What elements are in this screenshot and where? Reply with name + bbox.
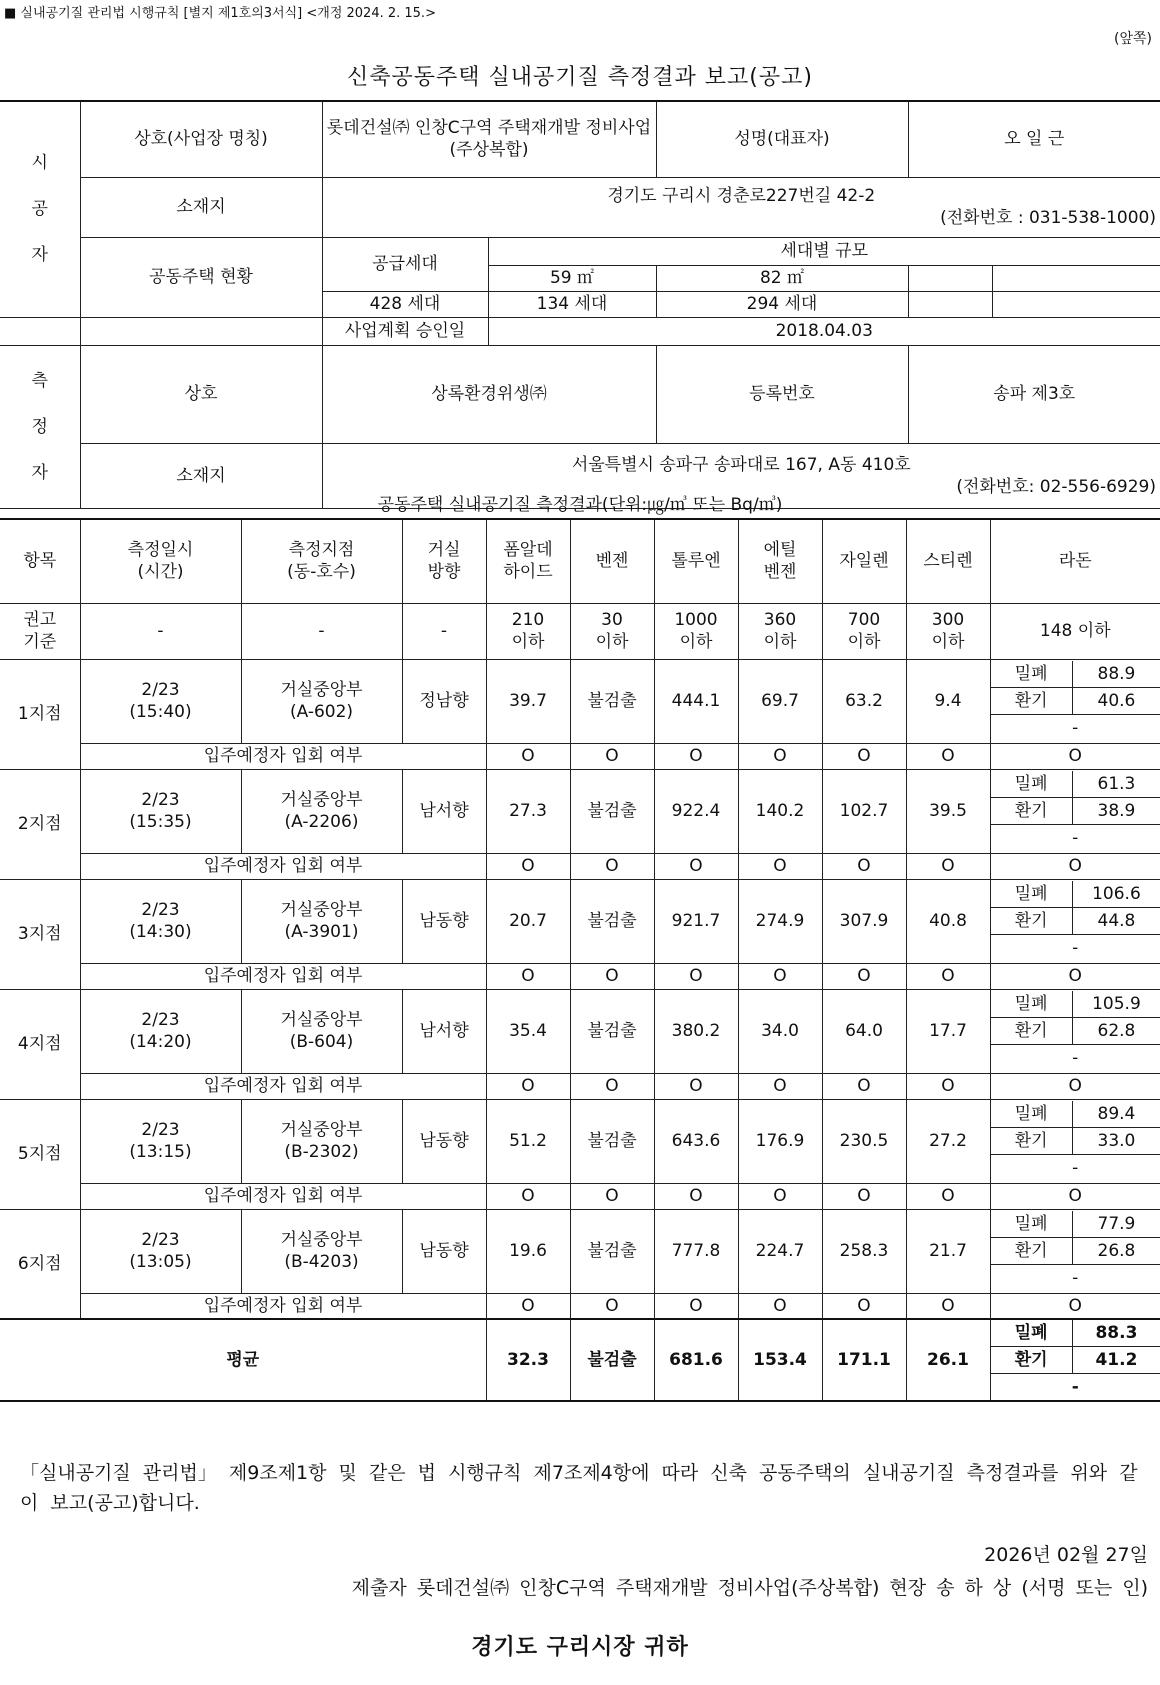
point-styrene: 39.5: [906, 769, 990, 853]
form-reference: ■ 실내공기질 관리법 시행규칙 [별지 제1호의3서식] <개정 2024. 2. 15.>: [4, 6, 436, 21]
addressee: 경기도 구리시장 귀하: [471, 1635, 689, 1660]
submitter-line: 제출자 롯데건설㈜ 인창C구역 주택재개발 정비사업(주상복합) 현장 송 하 상 (서명 또는 인): [351, 1577, 1148, 1599]
attendance-mark: O: [990, 1183, 1160, 1209]
radon-sealed-label: 밀폐: [991, 881, 1073, 908]
attendance-mark: O: [906, 1183, 990, 1209]
point-ethylbenzene: 274.9: [738, 879, 822, 963]
attendance-mark: O: [738, 853, 822, 879]
attendance-label: 입주예정자 입회 여부: [80, 963, 486, 989]
average-label: 평균: [0, 1319, 486, 1401]
point-benzene: 불검출: [570, 769, 654, 853]
attendance-mark: O: [654, 853, 738, 879]
point-label: 1지점: [0, 659, 80, 769]
point-xylene: 64.0: [822, 989, 906, 1073]
point-radon: [990, 1209, 1160, 1293]
attendance-mark: O: [738, 743, 822, 769]
point-ethylbenzene: 34.0: [738, 989, 822, 1073]
radon-sealed-value: 88.3: [1072, 1320, 1160, 1347]
table-row: [0, 879, 1160, 963]
supply-total: 428 세대: [322, 291, 488, 317]
report-date: 2026년 02월 27일: [984, 1544, 1148, 1566]
radon-sealed-label: 밀폐: [991, 991, 1073, 1018]
radon-vent-value: 62.8: [1072, 1018, 1160, 1045]
col-location: 측정지점 (동-호수): [241, 519, 402, 603]
attendance-mark: O: [990, 853, 1160, 879]
size-empty-1: [908, 265, 992, 291]
radon-extra: -: [1072, 1047, 1079, 1068]
address-label: 소재지: [80, 177, 322, 237]
point-ethylbenzene: 69.7: [738, 659, 822, 743]
attendance-label: 입주예정자 입회 여부: [80, 1183, 486, 1209]
point-styrene: 27.2: [906, 1099, 990, 1183]
count-59: 134 세대: [488, 291, 656, 317]
point-radon: [990, 769, 1160, 853]
attendance-mark: O: [990, 743, 1160, 769]
col-item: 항목: [0, 519, 80, 603]
attendance-mark: O: [486, 1183, 570, 1209]
point-radon: [990, 1099, 1160, 1183]
point-direction: 남동향: [402, 879, 486, 963]
point-styrene: 21.7: [906, 1209, 990, 1293]
attendance-mark: O: [570, 1293, 654, 1319]
radon-extra: -: [1072, 827, 1079, 848]
radon-vent-value: 38.9: [1072, 798, 1160, 825]
radon-sealed-value: 88.9: [1072, 661, 1160, 688]
attendance-mark: O: [906, 963, 990, 989]
count-82: 294 세대: [656, 291, 908, 317]
attendance-mark: O: [570, 743, 654, 769]
average-toluene: 681.6: [654, 1319, 738, 1401]
point-radon: [990, 989, 1160, 1073]
point-xylene: 102.7: [822, 769, 906, 853]
attendance-mark: O: [738, 1293, 822, 1319]
col-datetime: 측정일시 (시간): [80, 519, 241, 603]
average-formaldehyde: 32.3: [486, 1319, 570, 1401]
attendance-mark: O: [990, 1293, 1160, 1319]
document-title: 신축공동주택 실내공기질 측정결과 보고(공고): [347, 65, 813, 90]
measurer-section-label: 측 정 자: [0, 345, 80, 508]
reg-label: 등록번호: [656, 345, 908, 444]
point-xylene: 258.3: [822, 1209, 906, 1293]
point-formaldehyde: 51.2: [486, 1099, 570, 1183]
attendance-mark: O: [486, 743, 570, 769]
point-formaldehyde: 35.4: [486, 989, 570, 1073]
point-label: 6지점: [0, 1209, 80, 1319]
count-empty-1: [908, 291, 992, 317]
average-xylene: 171.1: [822, 1319, 906, 1401]
radon-vent-label: 환기: [991, 798, 1073, 825]
attendance-mark: O: [738, 1073, 822, 1099]
col-ethylbenzene: 에틸 벤젠: [738, 519, 822, 603]
standard-ethylbenzene: 360 이하: [738, 603, 822, 659]
rep-name: 오 일 근: [908, 101, 1160, 177]
standard-direction: -: [402, 603, 486, 659]
radon-vent-value: 33.0: [1072, 1128, 1160, 1155]
table-row: [0, 659, 1160, 743]
constructor-phone: (전화번호 : 031-538-1000): [940, 208, 1157, 228]
point-location: 거실중앙부 (A-2206): [241, 769, 402, 853]
measurer-address: 서울특별시 송파구 송파대로 167, A동 410호 (전화번호: 02-556-6929): [322, 444, 1160, 508]
standard-label: 권고 기준: [0, 603, 80, 659]
attendance-row: [0, 963, 1160, 989]
point-direction: 남서향: [402, 989, 486, 1073]
radon-vent-label: 환기: [991, 1128, 1073, 1155]
point-location: 거실중앙부 (B-2302): [241, 1099, 402, 1183]
housing-label: 공동주택 현황: [80, 237, 322, 317]
size-59: 59 ㎡: [488, 265, 656, 291]
radon-extra: -: [1071, 1376, 1079, 1397]
attendance-mark: O: [570, 1073, 654, 1099]
size-empty-2: [992, 265, 1160, 291]
point-datetime: 2/23 (13:15): [80, 1099, 241, 1183]
attendance-mark: O: [906, 1073, 990, 1099]
approval-date: 2018.04.03: [488, 317, 1160, 345]
radon-sealed-label: 밀폐: [991, 1101, 1073, 1128]
average-ethylbenzene: 153.4: [738, 1319, 822, 1401]
approval-label: 사업계획 승인일: [322, 317, 488, 345]
attendance-mark: O: [570, 1183, 654, 1209]
point-xylene: 307.9: [822, 879, 906, 963]
point-xylene: 230.5: [822, 1099, 906, 1183]
attendance-label: 입주예정자 입회 여부: [80, 1293, 486, 1319]
point-toluene: 643.6: [654, 1099, 738, 1183]
radon-sealed-label: 밀폐: [991, 661, 1073, 688]
radon-extra: -: [1072, 937, 1079, 958]
radon-sealed-value: 89.4: [1072, 1101, 1160, 1128]
point-styrene: 17.7: [906, 989, 990, 1073]
supply-label: 공급세대: [322, 237, 488, 291]
point-radon: [990, 879, 1160, 963]
constructor-section-label: 시 공 자: [0, 101, 80, 317]
rep-label: 성명(대표자): [656, 101, 908, 177]
radon-sealed-value: 105.9: [1072, 991, 1160, 1018]
attendance-mark: O: [654, 1293, 738, 1319]
radon-sealed-value: 77.9: [1072, 1211, 1160, 1238]
point-datetime: 2/23 (15:35): [80, 769, 241, 853]
attendance-mark: O: [738, 1183, 822, 1209]
radon-sealed-value: 106.6: [1072, 881, 1160, 908]
point-label: 5지점: [0, 1099, 80, 1209]
point-label: 4지점: [0, 989, 80, 1099]
point-datetime: 2/23 (13:05): [80, 1209, 241, 1293]
point-direction: 남서향: [402, 769, 486, 853]
attendance-mark: O: [570, 963, 654, 989]
point-direction: 남동향: [402, 1099, 486, 1183]
average-row: [0, 1319, 1160, 1401]
point-xylene: 63.2: [822, 659, 906, 743]
constructor-address: 경기도 구리시 경춘로227번길 42-2 (전화번호 : 031-538-1000): [322, 177, 1160, 237]
point-ethylbenzene: 176.9: [738, 1099, 822, 1183]
point-benzene: 불검출: [570, 879, 654, 963]
size-label: 세대별 규모: [488, 237, 1160, 265]
point-location: 거실중앙부 (A-3901): [241, 879, 402, 963]
standard-formaldehyde: 210 이하: [486, 603, 570, 659]
point-toluene: 777.8: [654, 1209, 738, 1293]
attendance-mark: O: [486, 853, 570, 879]
attendance-mark: O: [822, 853, 906, 879]
point-toluene: 444.1: [654, 659, 738, 743]
radon-vent-label: 환기: [991, 1018, 1073, 1045]
col-benzene: 벤젠: [570, 519, 654, 603]
standard-benzene: 30 이하: [570, 603, 654, 659]
count-empty-2: [992, 291, 1160, 317]
attendance-mark: O: [486, 1293, 570, 1319]
point-location: 거실중앙부 (B-4203): [241, 1209, 402, 1293]
attendance-row: [0, 743, 1160, 769]
attendance-label: 입주예정자 입회 여부: [80, 1073, 486, 1099]
average-benzene: 불검출: [570, 1319, 654, 1401]
radon-sealed-label: 밀폐: [991, 1320, 1073, 1347]
point-benzene: 불검출: [570, 989, 654, 1073]
radon-vent-value: 40.6: [1072, 688, 1160, 715]
measurer-phone: (전화번호: 02-556-6929): [956, 477, 1157, 498]
standard-styrene: 300 이하: [906, 603, 990, 659]
col-xylene: 자일렌: [822, 519, 906, 603]
point-location: 거실중앙부 (B-604): [241, 989, 402, 1073]
report-statement: 「실내공기질 관리법」 제9조제1항 및 같은 법 시행규칙 제7조제4항에 따라 신축 공동주택의 실내공기질 측정결과를 위와 같이 보고(공고)합니다.: [20, 1462, 1138, 1515]
col-toluene: 톨루엔: [654, 519, 738, 603]
point-formaldehyde: 27.3: [486, 769, 570, 853]
attendance-mark: O: [906, 1293, 990, 1319]
point-direction: 정남향: [402, 659, 486, 743]
radon-vent-label: 환기: [991, 688, 1073, 715]
point-benzene: 불검출: [570, 1209, 654, 1293]
point-styrene: 40.8: [906, 879, 990, 963]
measurer-company-label: 상호: [80, 345, 322, 444]
col-direction: 거실 방향: [402, 519, 486, 603]
attendance-mark: O: [906, 743, 990, 769]
table-row: [0, 1209, 1160, 1293]
point-label: 2지점: [0, 769, 80, 879]
standard-datetime: -: [80, 603, 241, 659]
attendance-mark: O: [822, 963, 906, 989]
standard-radon: 148 이하: [990, 603, 1160, 659]
radon-sealed-label: 밀폐: [991, 771, 1073, 798]
table-row: [0, 769, 1160, 853]
table-row: [0, 1099, 1160, 1183]
radon-vent-value: 41.2: [1072, 1347, 1160, 1374]
radon-vent-label: 환기: [991, 1238, 1073, 1265]
point-ethylbenzene: 224.7: [738, 1209, 822, 1293]
attendance-label: 입주예정자 입회 여부: [80, 743, 486, 769]
attendance-mark: O: [822, 1293, 906, 1319]
attendance-mark: O: [822, 1073, 906, 1099]
point-benzene: 불검출: [570, 1099, 654, 1183]
point-formaldehyde: 39.7: [486, 659, 570, 743]
attendance-mark: O: [822, 1183, 906, 1209]
measurer-address-label: 소재지: [80, 444, 322, 508]
attendance-label: 입주예정자 입회 여부: [80, 853, 486, 879]
radon-extra: -: [1072, 717, 1079, 738]
point-datetime: 2/23 (15:40): [80, 659, 241, 743]
point-toluene: 921.7: [654, 879, 738, 963]
table-row: [0, 989, 1160, 1073]
attendance-mark: O: [738, 963, 822, 989]
point-styrene: 9.4: [906, 659, 990, 743]
col-formaldehyde: 폼알데 하이드: [486, 519, 570, 603]
attendance-row: [0, 853, 1160, 879]
page-side-label: (앞쪽): [1114, 31, 1152, 47]
point-location: 거실중앙부 (A-602): [241, 659, 402, 743]
info-table: [0, 100, 1160, 509]
radon-sealed-label: 밀폐: [991, 1211, 1073, 1238]
point-direction: 남동향: [402, 1209, 486, 1293]
measurer-company: 상록환경위생㈜: [322, 345, 656, 444]
point-datetime: 2/23 (14:30): [80, 879, 241, 963]
radon-extra: -: [1072, 1267, 1079, 1288]
point-formaldehyde: 20.7: [486, 879, 570, 963]
company-label: 상호(사업장 명칭): [80, 101, 322, 177]
point-toluene: 380.2: [654, 989, 738, 1073]
radon-vent-value: 44.8: [1072, 908, 1160, 935]
point-toluene: 922.4: [654, 769, 738, 853]
results-caption: 공동주택 실내공기질 측정결과(단위:㎍/㎥ 또는 Bq/㎥): [377, 495, 783, 515]
attendance-mark: O: [570, 853, 654, 879]
average-radon: [990, 1319, 1160, 1401]
size-82: 82 ㎡: [656, 265, 908, 291]
attendance-mark: O: [654, 1183, 738, 1209]
col-radon: 라돈: [990, 519, 1160, 603]
radon-vent-label: 환기: [991, 1347, 1073, 1374]
standard-toluene: 1000 이하: [654, 603, 738, 659]
attendance-row: [0, 1183, 1160, 1209]
attendance-mark: O: [654, 743, 738, 769]
point-benzene: 불검출: [570, 659, 654, 743]
radon-vent-value: 26.8: [1072, 1238, 1160, 1265]
reg-number: 송파 제3호: [908, 345, 1160, 444]
attendance-mark: O: [486, 963, 570, 989]
attendance-row: [0, 1073, 1160, 1099]
col-styrene: 스티렌: [906, 519, 990, 603]
point-radon: [990, 659, 1160, 743]
radon-extra: -: [1072, 1157, 1079, 1178]
point-label: 3지점: [0, 879, 80, 989]
radon-vent-label: 환기: [991, 908, 1073, 935]
attendance-mark: O: [486, 1073, 570, 1099]
standard-location: -: [241, 603, 402, 659]
attendance-mark: O: [822, 743, 906, 769]
company-name: 롯데건설㈜ 인창C구역 주택재개발 정비사업 (주상복합): [322, 101, 656, 177]
attendance-mark: O: [654, 963, 738, 989]
radon-sealed-value: 61.3: [1072, 771, 1160, 798]
attendance-mark: O: [990, 1073, 1160, 1099]
average-styrene: 26.1: [906, 1319, 990, 1401]
point-ethylbenzene: 140.2: [738, 769, 822, 853]
point-datetime: 2/23 (14:20): [80, 989, 241, 1073]
attendance-mark: O: [990, 963, 1160, 989]
attendance-mark: O: [654, 1073, 738, 1099]
point-formaldehyde: 19.6: [486, 1209, 570, 1293]
attendance-row: [0, 1293, 1160, 1319]
standard-xylene: 700 이하: [822, 603, 906, 659]
attendance-mark: O: [906, 853, 990, 879]
results-table: [0, 518, 1160, 1402]
